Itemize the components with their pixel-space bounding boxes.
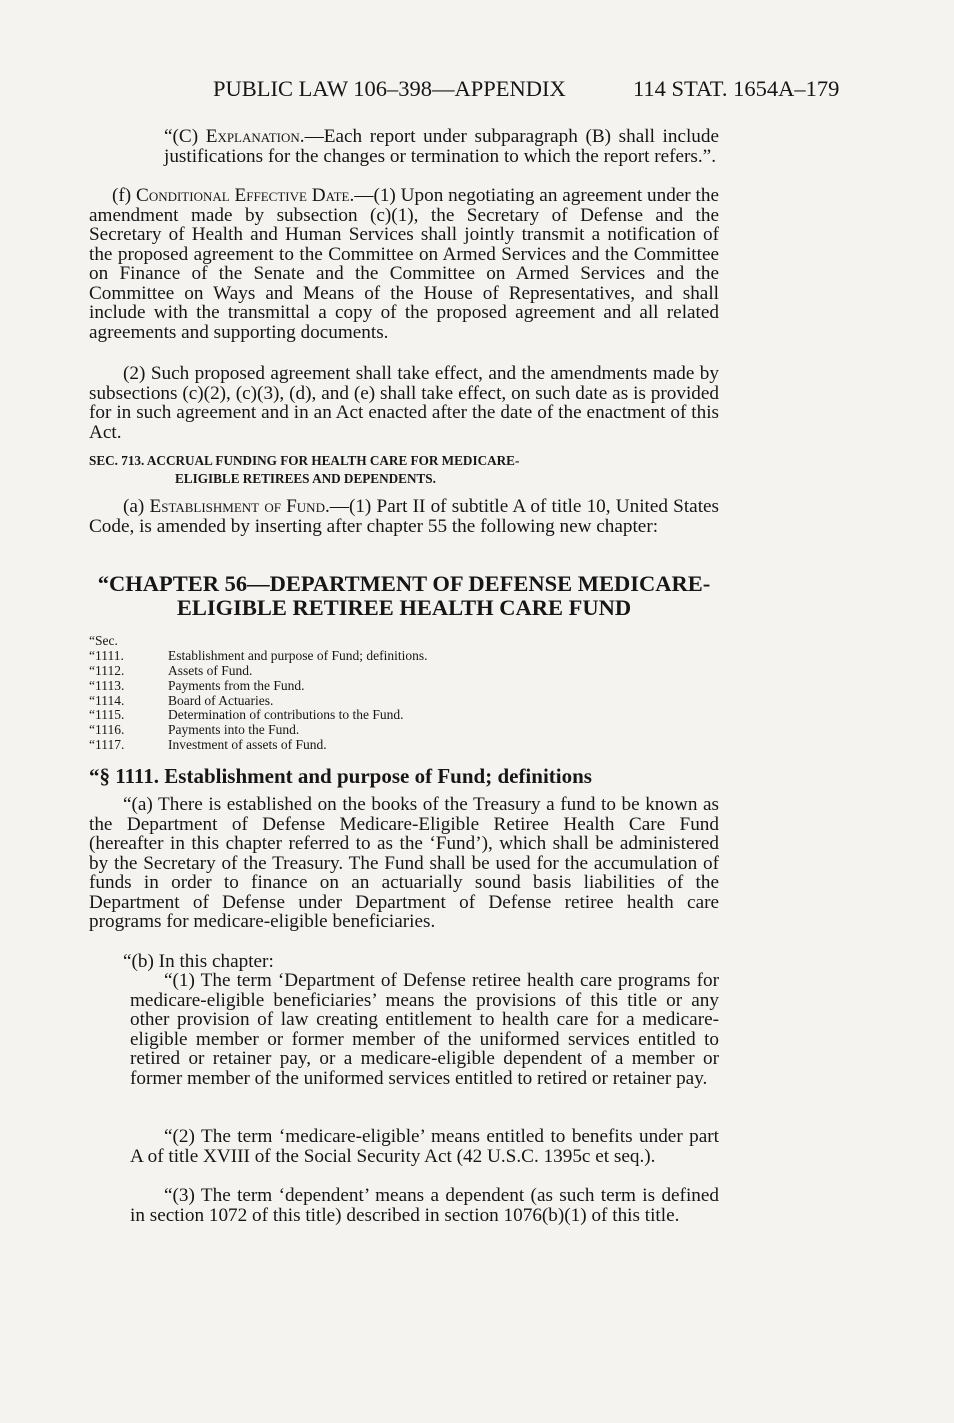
toc-item: “1113. Payments from the Fund. (89, 677, 305, 693)
section-713-heading: SEC. 713. ACCRUAL FUNDING FOR HEALTH CARE FOR MEDICARE- ELIGIBLE RETIREES AND DEPENDENTS. (89, 453, 520, 486)
caption-establishment-of-fund: Establishment of Fund (149, 496, 325, 517)
paragraph-f-conditional-effective-date: (f) Conditional Effective Date.—(1) Upon negotiating an agreement under the amendment made by subsection (c)(1), the Secretary of Defense and the Secretary of Health and Human Services shall jointly transmit a notification of the proposed agreement to the Committee on Armed Services and the Committee on Finance of the Senate and the Committee on Armed Services and the Committee on Ways and Means of the House of Representatives, and shall include with the transmittal a copy of the proposed agreement and all related agreements and supporting documents. (89, 185, 719, 343)
toc-sec-label: “Sec. (89, 633, 118, 648)
paragraph-1111-b1: “(1) The term ‘Department of Defense retiree health care programs for medicare-eligible beneficiaries’ means the provisions of this title or any other provision of law creating entitlement to health care for a medicare-eligible member or former member of the uniformed services entitled to retired or retainer pay, or a medicare-eligible dependent of a member or former member of the uniformed services entitled to retired or retainer pay. (130, 970, 719, 1089)
chapter-56-heading: “CHAPTER 56—DEPARTMENT OF DEFENSE MEDICARE- ELIGIBLE RETIREE HEALTH CARE FUND (97, 571, 711, 620)
running-header-stat: 114 STAT. 1654A–179 (633, 76, 840, 101)
toc-item: “1114. Board of Actuaries. (89, 692, 274, 708)
toc-item: “1112. Assets of Fund. (89, 662, 253, 678)
paragraph-1111-b3: “(3) The term ‘dependent’ means a dependent (as such term is defined in section 1072 of this title) described in section 1076(b)(1) of this title. (130, 1185, 719, 1226)
caption-conditional-effective-date: Conditional Effective Date (136, 185, 350, 206)
toc-item: “1115. Determination of contributions to the Fund. (89, 707, 404, 723)
toc-item: “1117. Investment of assets of Fund. (89, 737, 327, 753)
paragraph-1111-b: “(b) In this chapter: (123, 951, 274, 972)
paragraph-1111-a: “(a) There is established on the books of the Treasury a fund to be known as the Department of Defense Medicare-Eligible Retiree Health Care Fund (hereafter in this chapter referred to as the ‘Fund’), which shall be administered by the Secretary of the Treasury. The Fund shall be used for the accumulation of funds in order to finance on an actuarially sound basis liabilities of the Department of Defense under Department of Defense retiree health care programs for medicare-eligible beneficiaries. (89, 794, 719, 933)
table-of-sections (89, 634, 427, 753)
toc-item: “1116. Payments into the Fund. (89, 722, 300, 738)
paragraph-f2: (2) Such proposed agreement shall take effect, and the amendments made by subsections (c)(2), (c)(3), (d), and (e) shall take effect, on such date as is provided for in such agreement and in an Act enacted after the date of the enactment of this Act. (89, 363, 719, 443)
running-header-title: PUBLIC LAW 106–398—APPENDIX (213, 76, 566, 101)
toc-item: “1111. Establishment and purpose of Fund; definitions. (89, 647, 428, 663)
paragraph-a-establishment-of-fund: (a) Establishment of Fund.—(1) Part II of subtitle A of title 10, United States Code, is amended by inserting after chapter 55 the following new chapter: (89, 496, 720, 537)
paragraph-1111-b2: “(2) The term ‘medicare-eligible’ means entitled to benefits under part A of title XVIII of the Social Security Act (42 U.S.C. 1395c et seq.). (130, 1126, 719, 1167)
section-1111-heading: “§ 1111. Establishment and purpose of Fund; definitions (89, 764, 592, 788)
paragraph-c-explanation: “(C) Explanation.—Each report under subparagraph (B) shall include justifications for the changes or termination to which the report refers.”. (164, 126, 719, 167)
caption-explanation: Explanation (205, 126, 300, 147)
